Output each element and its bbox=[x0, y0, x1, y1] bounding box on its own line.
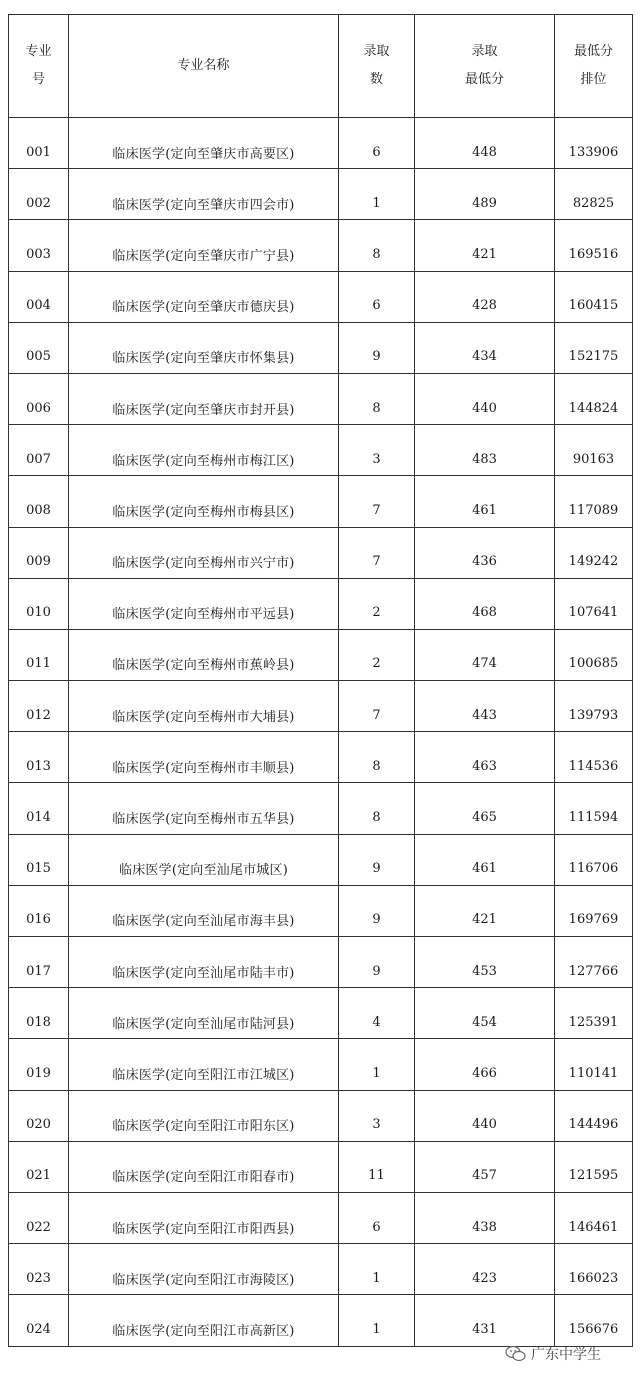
cell-code: 018 bbox=[9, 988, 69, 1039]
cell-code: 007 bbox=[9, 425, 69, 476]
cell-code: 017 bbox=[9, 937, 69, 988]
cell-min-score: 465 bbox=[415, 783, 555, 834]
table-row bbox=[9, 1141, 633, 1192]
cell-min-score: 454 bbox=[415, 988, 555, 1039]
cell-code: 014 bbox=[9, 783, 69, 834]
table-row bbox=[9, 629, 633, 680]
cell-min-rank: 107641 bbox=[555, 578, 633, 629]
cell-count: 1 bbox=[339, 1295, 415, 1346]
cell-name: 临床医学(定向至肇庆市四会市) bbox=[69, 169, 339, 220]
cell-min-rank: 100685 bbox=[555, 629, 633, 680]
table-row bbox=[9, 476, 633, 527]
cell-code: 024 bbox=[9, 1295, 69, 1346]
cell-count: 1 bbox=[339, 169, 415, 220]
cell-name: 临床医学(定向至肇庆市广宁县) bbox=[69, 220, 339, 271]
cell-min-score: 468 bbox=[415, 578, 555, 629]
cell-count: 2 bbox=[339, 629, 415, 680]
cell-name: 临床医学(定向至肇庆市怀集县) bbox=[69, 322, 339, 373]
cell-code: 011 bbox=[9, 629, 69, 680]
cell-count: 6 bbox=[339, 271, 415, 322]
table-row bbox=[9, 169, 633, 220]
cell-min-score: 421 bbox=[415, 885, 555, 936]
cell-code: 022 bbox=[9, 1192, 69, 1243]
cell-min-score: 443 bbox=[415, 681, 555, 732]
table-row bbox=[9, 834, 633, 885]
header-count-line1: 录取 bbox=[363, 44, 390, 59]
cell-count: 9 bbox=[339, 834, 415, 885]
cell-name: 临床医学(定向至阳江市阳春市) bbox=[69, 1141, 339, 1192]
table-row bbox=[9, 322, 633, 373]
cell-code: 015 bbox=[9, 834, 69, 885]
cell-code: 008 bbox=[9, 476, 69, 527]
cell-min-rank: 169769 bbox=[555, 885, 633, 936]
cell-count: 9 bbox=[339, 322, 415, 373]
cell-count: 8 bbox=[339, 783, 415, 834]
cell-count: 9 bbox=[339, 885, 415, 936]
table-row bbox=[9, 732, 633, 783]
cell-min-rank: 110141 bbox=[555, 1039, 633, 1090]
cell-count: 4 bbox=[339, 988, 415, 1039]
cell-min-rank: 127766 bbox=[555, 937, 633, 988]
watermark bbox=[505, 1344, 601, 1364]
cell-count: 7 bbox=[339, 527, 415, 578]
cell-min-score: 436 bbox=[415, 527, 555, 578]
table-row bbox=[9, 681, 633, 732]
cell-code: 013 bbox=[9, 732, 69, 783]
table-row bbox=[9, 425, 633, 476]
cell-count: 3 bbox=[339, 1090, 415, 1141]
table-row bbox=[9, 527, 633, 578]
table-row bbox=[9, 783, 633, 834]
cell-min-rank: 156676 bbox=[555, 1295, 633, 1346]
cell-min-score: 448 bbox=[415, 118, 555, 169]
cell-name: 临床医学(定向至阳江市高新区) bbox=[69, 1295, 339, 1346]
table-row bbox=[9, 1039, 633, 1090]
header-min-rank-line1: 最低分 bbox=[573, 44, 613, 59]
cell-name: 临床医学(定向至阳江市海陵区) bbox=[69, 1244, 339, 1295]
cell-min-score: 453 bbox=[415, 937, 555, 988]
cell-count: 1 bbox=[339, 1244, 415, 1295]
cell-min-score: 438 bbox=[415, 1192, 555, 1243]
cell-count: 7 bbox=[339, 681, 415, 732]
cell-code: 006 bbox=[9, 373, 69, 424]
cell-count: 8 bbox=[339, 373, 415, 424]
cell-min-score: 489 bbox=[415, 169, 555, 220]
table-row bbox=[9, 988, 633, 1039]
cell-min-score: 421 bbox=[415, 220, 555, 271]
header-name-line1: 专业名称 bbox=[177, 58, 230, 73]
table-row bbox=[9, 937, 633, 988]
cell-min-rank: 144496 bbox=[555, 1090, 633, 1141]
cell-min-score: 463 bbox=[415, 732, 555, 783]
admission-score-table bbox=[8, 14, 633, 1347]
cell-count: 8 bbox=[339, 732, 415, 783]
header-name bbox=[69, 15, 339, 118]
table-row bbox=[9, 1244, 633, 1295]
cell-min-rank: 117089 bbox=[555, 476, 633, 527]
wechat-icon bbox=[505, 1345, 527, 1363]
cell-min-rank: 166023 bbox=[555, 1244, 633, 1295]
cell-code: 005 bbox=[9, 322, 69, 373]
cell-min-score: 461 bbox=[415, 834, 555, 885]
cell-count: 2 bbox=[339, 578, 415, 629]
cell-min-score: 461 bbox=[415, 476, 555, 527]
cell-count: 3 bbox=[339, 425, 415, 476]
table-row bbox=[9, 578, 633, 629]
cell-min-score: 466 bbox=[415, 1039, 555, 1090]
cell-name: 临床医学(定向至汕尾市陆丰市) bbox=[69, 937, 339, 988]
table-row bbox=[9, 1192, 633, 1243]
header-min-rank-line2: 排位 bbox=[580, 72, 607, 87]
cell-min-score: 474 bbox=[415, 629, 555, 680]
cell-name: 临床医学(定向至阳江市阳西县) bbox=[69, 1192, 339, 1243]
cell-name: 临床医学(定向至梅州市兴宁市) bbox=[69, 527, 339, 578]
cell-count: 6 bbox=[339, 1192, 415, 1243]
header-count bbox=[339, 15, 415, 118]
cell-code: 012 bbox=[9, 681, 69, 732]
cell-min-rank: 169516 bbox=[555, 220, 633, 271]
cell-name: 临床医学(定向至汕尾市海丰县) bbox=[69, 885, 339, 936]
cell-name: 临床医学(定向至汕尾市城区) bbox=[69, 834, 339, 885]
cell-code: 004 bbox=[9, 271, 69, 322]
cell-code: 010 bbox=[9, 578, 69, 629]
cell-min-rank: 160415 bbox=[555, 271, 633, 322]
cell-min-score: 423 bbox=[415, 1244, 555, 1295]
cell-code: 003 bbox=[9, 220, 69, 271]
table-row bbox=[9, 373, 633, 424]
cell-code: 021 bbox=[9, 1141, 69, 1192]
cell-count: 1 bbox=[339, 1039, 415, 1090]
cell-code: 016 bbox=[9, 885, 69, 936]
cell-name: 临床医学(定向至汕尾市陆河县) bbox=[69, 988, 339, 1039]
cell-count: 11 bbox=[339, 1141, 415, 1192]
cell-count: 7 bbox=[339, 476, 415, 527]
cell-min-score: 431 bbox=[415, 1295, 555, 1346]
cell-min-score: 440 bbox=[415, 373, 555, 424]
table-header-row bbox=[9, 15, 633, 118]
cell-min-rank: 111594 bbox=[555, 783, 633, 834]
cell-min-rank: 121595 bbox=[555, 1141, 633, 1192]
cell-name: 临床医学(定向至阳江市江城区) bbox=[69, 1039, 339, 1090]
cell-count: 8 bbox=[339, 220, 415, 271]
cell-code: 019 bbox=[9, 1039, 69, 1090]
cell-min-rank: 152175 bbox=[555, 322, 633, 373]
table-row bbox=[9, 118, 633, 169]
cell-name: 临床医学(定向至梅州市丰顺县) bbox=[69, 732, 339, 783]
cell-name: 临床医学(定向至肇庆市德庆县) bbox=[69, 271, 339, 322]
cell-min-rank: 125391 bbox=[555, 988, 633, 1039]
table-row bbox=[9, 885, 633, 936]
cell-min-rank: 144824 bbox=[555, 373, 633, 424]
cell-code: 023 bbox=[9, 1244, 69, 1295]
cell-name: 临床医学(定向至梅州市大埔县) bbox=[69, 681, 339, 732]
cell-min-score: 434 bbox=[415, 322, 555, 373]
cell-name: 临床医学(定向至梅州市五华县) bbox=[69, 783, 339, 834]
header-code-line1: 专业 bbox=[25, 44, 52, 59]
table-row bbox=[9, 1295, 633, 1346]
cell-min-rank: 114536 bbox=[555, 732, 633, 783]
header-min-rank bbox=[555, 15, 633, 118]
cell-min-rank: 82825 bbox=[555, 169, 633, 220]
cell-code: 009 bbox=[9, 527, 69, 578]
cell-count: 6 bbox=[339, 118, 415, 169]
table-body bbox=[9, 118, 633, 1347]
header-min-score-line1: 录取 bbox=[471, 44, 498, 59]
cell-code: 001 bbox=[9, 118, 69, 169]
header-code bbox=[9, 15, 69, 118]
cell-min-score: 483 bbox=[415, 425, 555, 476]
cell-min-rank: 146461 bbox=[555, 1192, 633, 1243]
cell-name: 临床医学(定向至肇庆市高要区) bbox=[69, 118, 339, 169]
cell-name: 临床医学(定向至梅州市蕉岭县) bbox=[69, 629, 339, 680]
cell-min-rank: 116706 bbox=[555, 834, 633, 885]
header-count-line2: 数 bbox=[369, 72, 383, 87]
cell-name: 临床医学(定向至梅州市梅江区) bbox=[69, 425, 339, 476]
table-row bbox=[9, 1090, 633, 1141]
cell-name: 临床医学(定向至梅州市平远县) bbox=[69, 578, 339, 629]
cell-name: 临床医学(定向至阳江市阳东区) bbox=[69, 1090, 339, 1141]
header-code-line2: 号 bbox=[31, 72, 45, 87]
admission-table-container bbox=[8, 14, 632, 1347]
cell-name: 临床医学(定向至梅州市梅县区) bbox=[69, 476, 339, 527]
cell-min-rank: 149242 bbox=[555, 527, 633, 578]
table-row bbox=[9, 220, 633, 271]
cell-count: 9 bbox=[339, 937, 415, 988]
cell-min-rank: 90163 bbox=[555, 425, 633, 476]
cell-min-score: 457 bbox=[415, 1141, 555, 1192]
cell-name: 临床医学(定向至肇庆市封开县) bbox=[69, 373, 339, 424]
cell-code: 020 bbox=[9, 1090, 69, 1141]
cell-min-rank: 133906 bbox=[555, 118, 633, 169]
cell-code: 002 bbox=[9, 169, 69, 220]
header-min-score-line2: 最低分 bbox=[464, 72, 504, 87]
table-row bbox=[9, 271, 633, 322]
cell-min-score: 440 bbox=[415, 1090, 555, 1141]
header-min-score bbox=[415, 15, 555, 118]
cell-min-rank: 139793 bbox=[555, 681, 633, 732]
watermark-text: 广东中学生 bbox=[531, 1347, 601, 1363]
cell-min-score: 428 bbox=[415, 271, 555, 322]
